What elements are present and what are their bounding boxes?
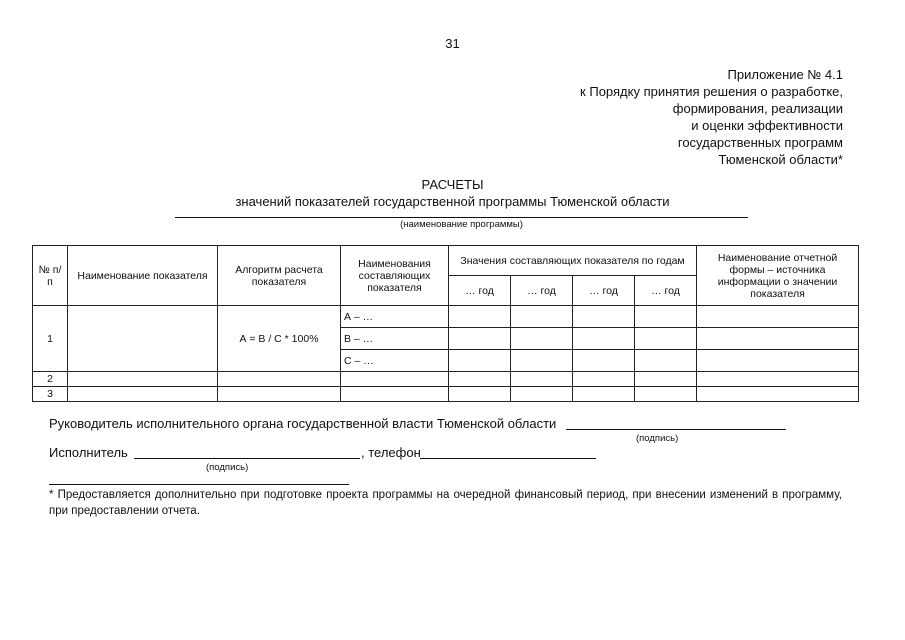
value-cell xyxy=(573,387,635,402)
head-signature-line xyxy=(566,429,786,430)
appendix-line: и оценки эффективности xyxy=(691,118,843,133)
header-algorithm: Алгоритм расчета показателя xyxy=(218,246,341,306)
value-cell xyxy=(635,387,697,402)
value-cell xyxy=(635,306,697,328)
header-components: Наименования составляющих показателя xyxy=(341,246,449,306)
appendix-block xyxy=(580,66,843,168)
value-cell xyxy=(573,328,635,350)
indicator-cell xyxy=(68,306,218,372)
value-cell xyxy=(449,387,511,402)
footnote: * Предоставляется дополнительно при подготовке проекта программы на очередной финансовый период, при внесении изменений в программу, при предоставлении отчета. xyxy=(49,489,842,517)
component-cell: С – … xyxy=(341,350,449,372)
indicator-cell xyxy=(68,372,218,387)
value-cell xyxy=(449,372,511,387)
report-form-cell xyxy=(697,387,859,402)
table-row xyxy=(33,387,859,402)
value-cell xyxy=(511,328,573,350)
component-cell xyxy=(341,387,449,402)
value-cell xyxy=(635,350,697,372)
value-cell xyxy=(511,387,573,402)
program-name-caption: (наименование программы) xyxy=(400,219,523,230)
value-cell xyxy=(449,306,511,328)
appendix-line: формирования, реализации xyxy=(672,101,843,116)
title-main: РАСЧЕТЫ xyxy=(421,177,484,192)
algorithm-cell xyxy=(218,372,341,387)
row-num: 3 xyxy=(33,387,68,402)
title-sub: значений показателей государственной программы Тюменской области xyxy=(235,194,670,209)
row-num: 1 xyxy=(33,306,68,372)
value-cell xyxy=(635,372,697,387)
executor-signature-caption: (подпись) xyxy=(206,462,249,473)
header-num: № п/п xyxy=(33,246,68,306)
component-cell: А – … xyxy=(341,306,449,328)
footnote-divider xyxy=(49,484,349,485)
header-year: … год xyxy=(449,276,511,306)
appendix-line: государственных программ xyxy=(677,135,843,150)
value-cell xyxy=(449,328,511,350)
component-cell xyxy=(341,372,449,387)
appendix-line: Приложение № 4.1 xyxy=(727,67,843,82)
row-num: 2 xyxy=(33,372,68,387)
value-cell xyxy=(449,350,511,372)
header-year: … год xyxy=(573,276,635,306)
head-signature-caption: (подпись) xyxy=(636,433,679,444)
document-title xyxy=(0,176,905,210)
algorithm-cell: А = В / С * 100% xyxy=(218,306,341,372)
appendix-line: Тюменской области* xyxy=(718,152,843,167)
program-name-line xyxy=(175,217,748,218)
value-cell xyxy=(511,372,573,387)
value-cell xyxy=(511,306,573,328)
phone-line xyxy=(420,458,596,459)
header-year: … год xyxy=(635,276,697,306)
indicator-cell xyxy=(68,387,218,402)
value-cell xyxy=(573,350,635,372)
value-cell xyxy=(511,350,573,372)
component-cell: В – … xyxy=(341,328,449,350)
indicators-table xyxy=(32,245,859,402)
table-row xyxy=(33,306,859,328)
report-form-cell xyxy=(697,350,859,372)
value-cell xyxy=(573,372,635,387)
header-indicator: Наименование показателя xyxy=(68,246,218,306)
report-form-cell xyxy=(697,328,859,350)
report-form-cell xyxy=(697,306,859,328)
appendix-line: к Порядку принятия решения о разработке, xyxy=(580,84,843,99)
header-values-group: Значения составляющих показателя по годам xyxy=(449,246,697,276)
report-form-cell xyxy=(697,372,859,387)
algorithm-cell xyxy=(218,387,341,402)
header-report-form: Наименование отчетной формы – источника информации о значении показателя xyxy=(697,246,859,306)
table-row xyxy=(33,372,859,387)
page-number: 31 xyxy=(445,36,460,51)
value-cell xyxy=(573,306,635,328)
head-signature-label: Руководитель исполнительного органа государственной власти Тюменской области xyxy=(49,416,557,431)
value-cell xyxy=(635,328,697,350)
executor-label: Исполнитель xyxy=(49,445,128,460)
executor-signature-line xyxy=(134,458,360,459)
header-year: … год xyxy=(511,276,573,306)
phone-label: , телефон xyxy=(361,445,421,460)
